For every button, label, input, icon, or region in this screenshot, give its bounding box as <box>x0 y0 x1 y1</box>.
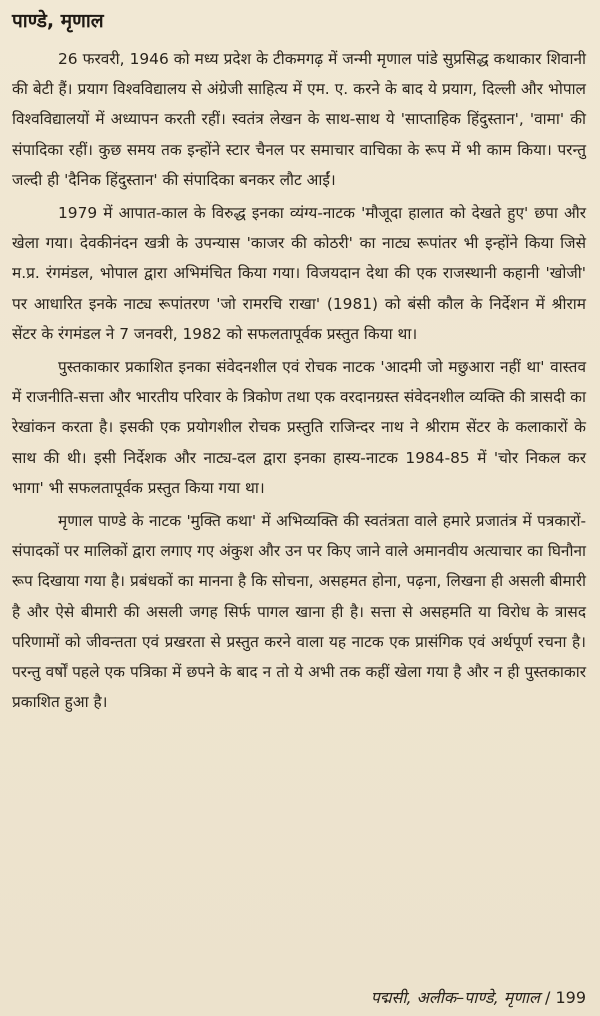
footer-separator: / <box>539 988 556 1007</box>
paragraph-published-play: पुस्तकाकार प्रकाशित इनका संवेदनशील एवं रोचक नाटक 'आदमी जो मछुआरा नहीं था' वास्तव में राजनीति-सत्ता और भारतीय परिवार के त्रिकोण तथा एक वरदानग्रस्त संवेदनशील व्यक्ति की त्रासदी का रेखांकन करता है। इसकी एक प्रयोगशील रोचक प्रस्तुति राजिन्दर नाथ ने श्रीराम सेंटर के कलाकारों के साथ की थी। इसी निर्देशक और नाट्य-दल द्वारा इनका हास्य-नाटक 1984-85 में 'चोर निकल कर भागा' भी सफलतापूर्वक प्रस्तुत किया गया था। <box>12 358 586 497</box>
entry-heading: पाण्डे, मृणाल <box>12 10 104 32</box>
footer-source: पद्मसी, अलीक–पाण्डे, मृणाल <box>370 988 540 1007</box>
paragraph-birth-career: 26 फरवरी, 1946 को मध्य प्रदेश के टीकमगढ़ में जन्मी मृणाल पांडे सुप्रसिद्ध कथाकार शिवानी की बेटी हैं। प्रयाग विश्वविद्यालय से अंग्रेजी साहित्य में एम. ए. करने के बाद ये प्रयाग, दिल्ली और भोपाल विश्वविद्यालयों में अध्यापन करती रहीं। स्वतंत्र लेखन के साथ-साथ ये 'साप्ताहिक हिंदुस्तान', 'वामा' की संपादिका रहीं। कुछ समय तक इन्होंने स्टार चैनल पर समाचार वाचिका के रूप में भी काम किया। परन्तु जल्दी ही 'दैनिक हिंदुस्तान' की संपादिका बनकर लौट आईं। <box>12 50 586 189</box>
page-footer <box>371 986 586 1010</box>
paragraph-satire-plays: 1979 में आपात-काल के विरुद्ध इनका व्यंग्य-नाटक 'मौजूदा हालात को देखते हुए' छपा और खेला गया। देवकीनंदन खत्री के उपन्यास 'काजर की कोठरी' का नाट्य रूपांतर भी इन्होंने किया जिसे म.प्र. रंगमंडल, भोपाल द्वारा अभिमंचित किया गया। विजयदान देथा की एक राजस्थानी कहानी 'खोजी' पर आधारित इनके नाट्य रूपांतरण 'जो रामरचि राखा' (1981) को बंसी कौल के निर्देशन में श्रीराम सेंटर के रंगमंडल ने 7 जनवरी, 1982 को सफलतापूर्वक प्रस्तुत किया था। <box>12 204 586 343</box>
paragraph-mukti-katha: मृणाल पाण्डे के नाटक 'मुक्ति कथा' में अभिव्यक्ति की स्वतंत्रता वाले हमारे प्रजातंत्र में पत्रकारों-संपादकों पर मालिकों द्वारा लगाए गए अंकुश और उन पर किए जाने वाले अमानवीय अत्याचार का घिनौना रूप दिखाया गया है। प्रबंधकों का मानना है कि सोचना, असहमत होना, पढ़ना, लिखना ही असली बीमारी है और ऐसे बीमारी की असली जगह सिर्फ पागल खाना ही है। सत्ता से असहमति या विरोध के त्रासद परिणामों को जीवन्तता एवं प्रखरता से प्रस्तुत करने वाला यह नाटक एक प्रासंगिक एवं अर्थपूर्ण रचना है। परन्तु वर्षों पहले एक पत्रिका में छपने के बाद न तो ये अभी तक कहीं खेला गया है और न ही पुस्तकाकार प्रकाशित हुआ है। <box>12 512 586 712</box>
page-number: 199 <box>555 988 586 1007</box>
